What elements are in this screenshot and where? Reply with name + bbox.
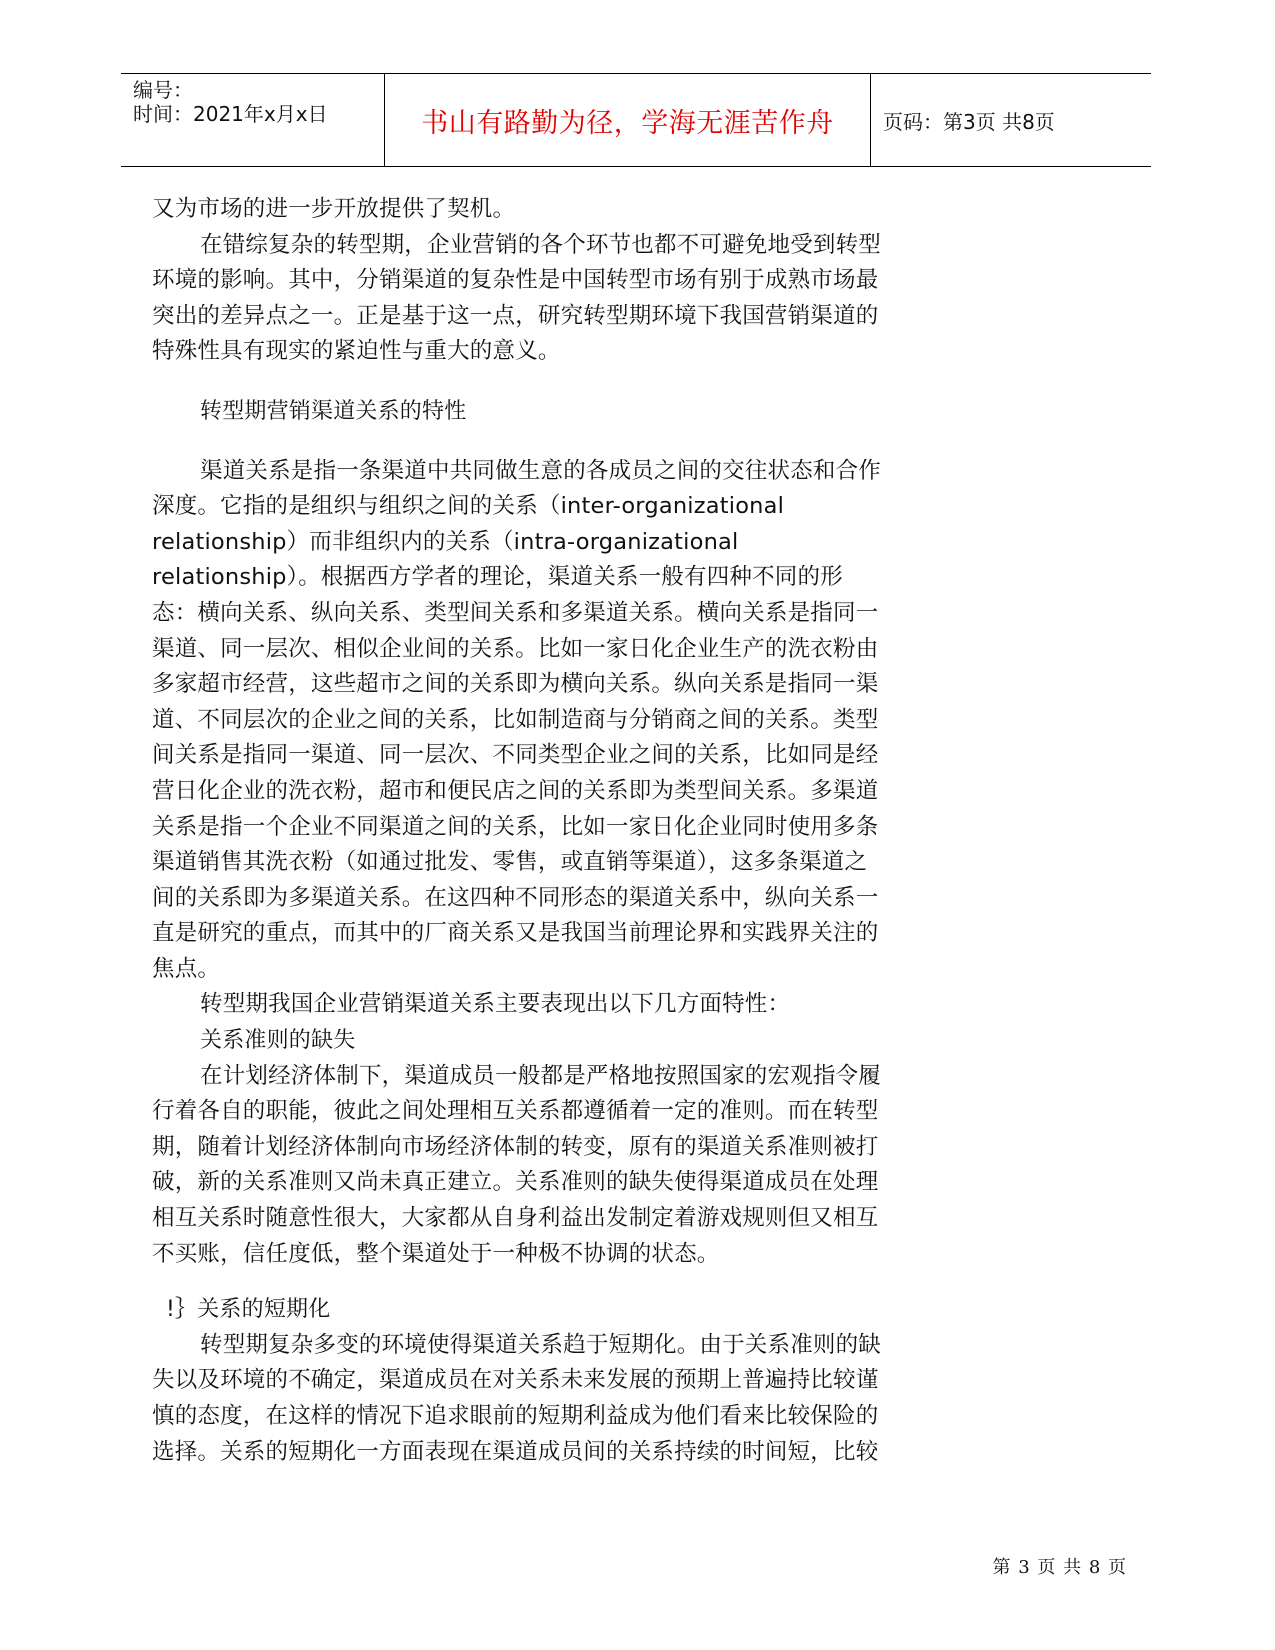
paragraph-line: 渠道、同一层次、相似企业间的关系。比如一家日化企业生产的洗衣粉由 xyxy=(152,635,879,662)
paragraph-line: 间的关系即为多渠道关系。在这四种不同形态的渠道关系中，纵向关系一 xyxy=(152,884,879,911)
paragraph-line: 特殊性具有现实的紧迫性与重大的意义。 xyxy=(152,338,561,365)
paragraph-line: 多家超市经营，这些超市之间的关系即为横向关系。纵向关系是指同一渠 xyxy=(152,671,879,698)
header-motto-cell xyxy=(384,74,871,166)
paragraph-line: 慎的态度，在这样的情况下追求眼前的短期利益成为他们看来比较保险的 xyxy=(152,1403,879,1429)
paragraph-line: 失以及环境的不确定，渠道成员在对关系未来发展的预期上普遍持比较谨 xyxy=(152,1367,879,1394)
paragraph-line: 渠道关系是指一条渠道中共同做生意的各成员之间的交往状态和合作 xyxy=(200,457,882,484)
document-body xyxy=(152,192,952,1470)
paragraph-line: 在错综复杂的转型期，企业营销的各个环节也都不可避免地受到转型 xyxy=(200,231,882,258)
section-heading: 转型期营销渠道关系的特性 xyxy=(200,398,467,424)
paragraph-line: 直是研究的重点，而其中的厂商关系又是我国当前理论界和实践界关注的 xyxy=(152,920,879,947)
document-number-label: 编号： xyxy=(133,78,193,102)
paragraph-line: 在计划经济体制下，渠道成员一般都是严格地按照国家的宏观指令履 xyxy=(200,1062,882,1089)
paragraph-line: 不买账，信任度低，整个渠道处于一种极不协调的状态。 xyxy=(152,1240,720,1267)
paragraph-line: 转型期我国企业营销渠道关系主要表现出以下几方面特性： xyxy=(200,991,791,1018)
paragraph-line: 深度。它指的是组织与组织之间的关系（inter-organizational xyxy=(152,493,785,520)
paragraph-line: 行着各自的职能，彼此之间处理相互关系都遵循着一定的准则。而在转型 xyxy=(152,1098,879,1125)
paragraph-line: relationship）。根据西方学者的理论，渠道关系一般有四种不同的形 xyxy=(152,564,843,591)
paragraph-line: relationship）而非组织内的关系（intra-organizational xyxy=(152,528,739,555)
paragraph-line: 突出的差异点之一。正是基于这一点，研究转型期环境下我国营销渠道的 xyxy=(152,302,879,329)
motto: 书山有路勤为径，学海无涯苦作舟 xyxy=(421,107,834,139)
header-meta xyxy=(121,74,384,166)
paragraph-line: 选择。关系的短期化一方面表现在渠道成员间的关系持续的时间短，比较 xyxy=(152,1438,879,1465)
page-footer: 第 3 页 共 8 页 xyxy=(992,1557,1127,1578)
page-info: 页码：第3页 共8页 xyxy=(883,109,1055,134)
paragraph-line: 间关系是指同一渠道、同一层次、不同类型企业之间的关系，比如同是经 xyxy=(152,742,879,769)
paragraph-line: 又为市场的进一步开放提供了契机。 xyxy=(152,196,516,222)
section-heading: 关系准则的缺失 xyxy=(200,1028,356,1054)
page-header xyxy=(121,73,1151,167)
paragraph-line: 渠道销售其洗衣粉（如通过批发、零售，或直销等渠道），这多条渠道之 xyxy=(152,849,868,876)
paragraph-line: 期，随着计划经济体制向市场经济体制的转变，原有的渠道关系准则被打 xyxy=(152,1133,879,1160)
paragraph-line: 环境的影响。其中，分销渠道的复杂性是中国转型市场有别于成熟市场最 xyxy=(152,267,879,294)
paragraph-line: 关系是指一个企业不同渠道之间的关系，比如一家日化企业同时使用多条 xyxy=(152,813,879,840)
document-date: 时间：2021年x月x日 xyxy=(133,102,328,126)
paragraph-line: 相互关系时随意性很大，大家都从自身利益出发制定着游戏规则但又相互 xyxy=(152,1205,879,1232)
paragraph-line: 营日化企业的洗衣粉，超市和便民店之间的关系即为类型间关系。多渠道 xyxy=(152,777,879,804)
header-page-cell xyxy=(871,74,1151,166)
paragraph-line: 转型期复杂多变的环境使得渠道关系趋于短期化。由于关系准则的缺 xyxy=(200,1331,882,1358)
paragraph-line: 道、不同层次的企业之间的关系，比如制造商与分销商之间的关系。类型 xyxy=(152,706,879,733)
section-heading: !｝关系的短期化 xyxy=(166,1297,331,1323)
paragraph-line: 态：横向关系、纵向关系、类型间关系和多渠道关系。横向关系是指同一 xyxy=(152,599,879,626)
paragraph-line: 焦点。 xyxy=(152,955,221,982)
paragraph-line: 破，新的关系准则又尚未真正建立。关系准则的缺失使得渠道成员在处理 xyxy=(152,1169,879,1196)
